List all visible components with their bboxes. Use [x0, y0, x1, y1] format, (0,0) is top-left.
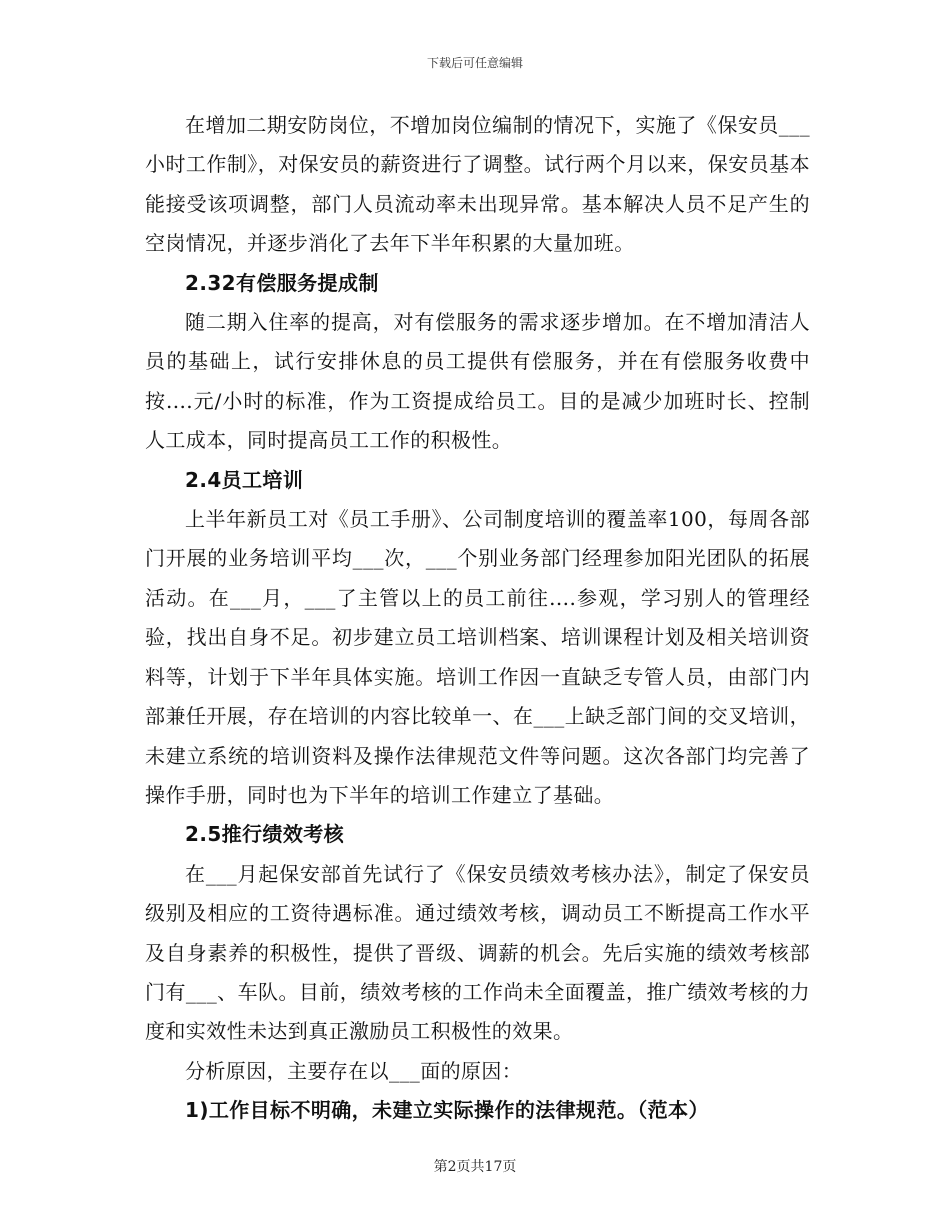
paragraph-training: 上半年新员工对《员工手册》、公司制度培训的覆盖率100，每周各部门开展的业务培训平均___次，___个别业务部门经理参加阳光团队的拓展活动。在___月，___了主管以上的员工前往....参观，学习别人的管理经验，找出自身不足。初步建立员工培训档案、培训课程计划及相关培训资料等，计划于下半年具体实施。培训工作因一直缺乏专管人员，由部门内部兼任开展，存在培训的内容比较单一、在___上缺乏部门间的交叉培训，未建立系统的培训资料及操作法律规范文件等问题。这次各部门均完善了操作手册，同时也为下半年的培训工作建立了基础。 [145, 507, 810, 807]
document-body [145, 106, 810, 1131]
section-heading-training: 2.4员工培训 [185, 467, 304, 492]
section-heading-paid-service: 2.32有偿服务提成制 [185, 270, 379, 295]
page-number: 第2页共17页 [433, 1159, 517, 1175]
page-header-note: 下载后可任意编辑 [426, 56, 523, 70]
section-heading-performance: 2.5推行绩效考核 [185, 822, 345, 847]
paragraph-paid-service: 随二期入住率的提高，对有偿服务的需求逐步增加。在不增加清洁人员的基础上，试行安排休息的员工提供有偿服务，并在有偿服务收费中按....元/小时的标准，作为工资提成给员工。目的是减少加班时长、控制人工成本，同时提高员工工作的积极性。 [145, 310, 810, 453]
paragraph-performance: 在___月起保安部首先试行了《保安员绩效考核办法》，制定了保安员级别及相应的工资待遇标准。通过绩效考核，调动员工不断提高工作水平及自身素养的积极性，提供了晋级、调薪的机会。先后实施的绩效考核部门有___、车队。目前，绩效考核的工作尚未全面覆盖，推广绩效考核的力度和实效性未达到真正激励员工积极性的效果。 [145, 861, 810, 1044]
paragraph-analysis: 分析原因，主要存在以___面的原因： [185, 1058, 523, 1083]
paragraph-security-shift: 在增加二期安防岗位，不增加岗位编制的情况下，实施了《保安员___小时工作制》，对保安员的薪资进行了调整。试行两个月以来，保安员基本能接受该项调整，部门人员流动率未出现异常。基本解决人员不足产生的空岗情况，并逐步消化了去年下半年积累的大量加班。 [145, 113, 810, 256]
subheading-goals: 1)工作目标不明确，未建立实际操作的法律规范。（范本） [185, 1098, 709, 1123]
